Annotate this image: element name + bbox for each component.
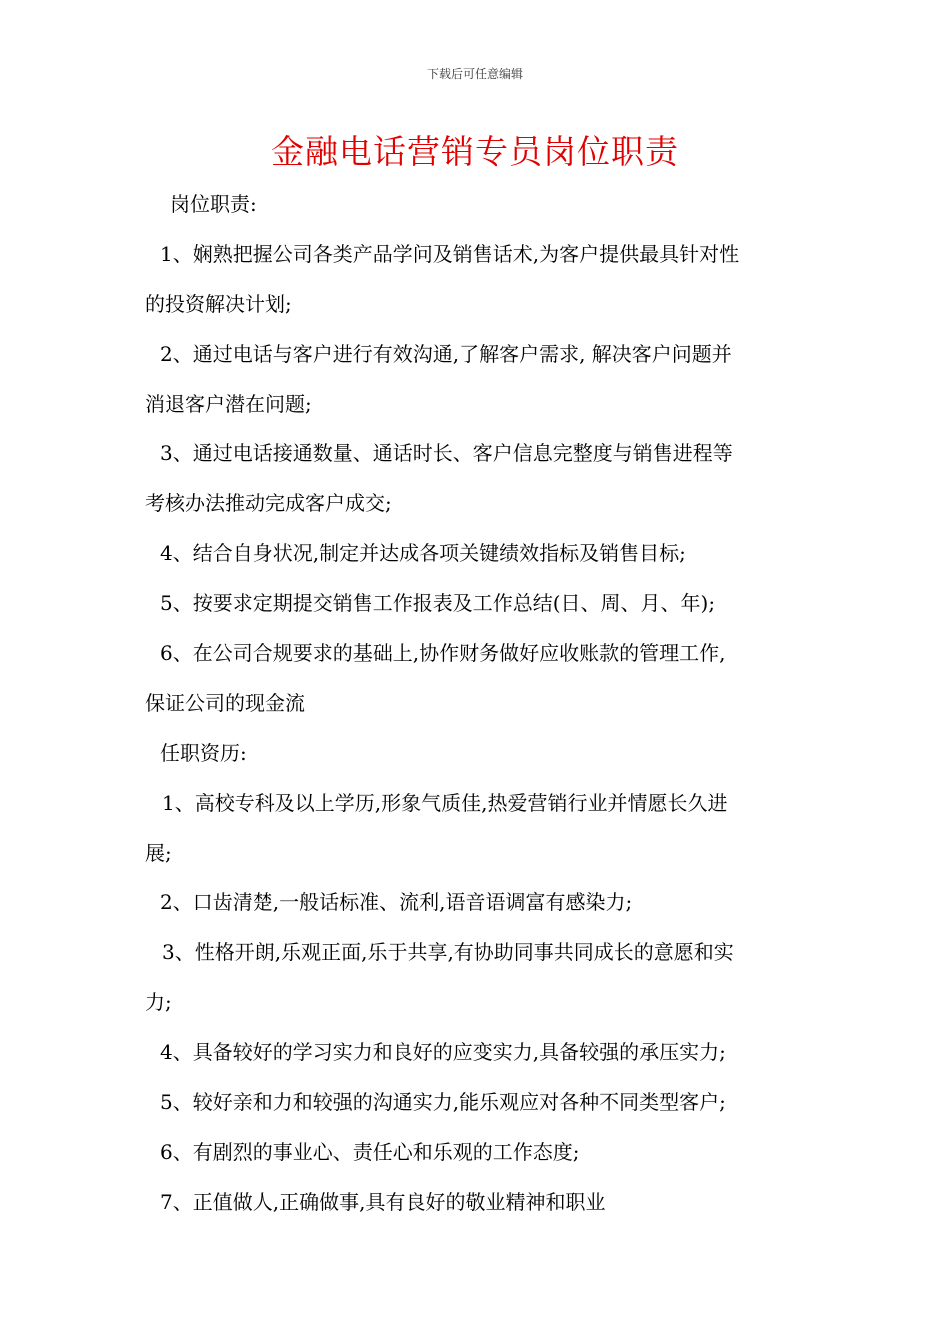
duties-heading: 岗位职责: <box>170 192 257 216</box>
duty-2-line-1: 2、通过电话与客户进行有效沟通,了解客户需求, 解决客户问题并 <box>160 341 732 366</box>
duty-6-line-2: 保证公司的现金流 <box>145 690 305 715</box>
duty-6-line-1: 6、在公司合规要求的基础上,协作财务做好应收账款的管理工作, <box>160 641 726 666</box>
qual-4: 4、具备较好的学习实力和良好的应变实力,具备较强的承压实力; <box>160 1040 726 1065</box>
header-note: 下载后可任意编辑 <box>426 67 523 81</box>
document-title: 金融电话营销专员岗位职责 <box>271 132 679 171</box>
qual-1-line-2: 展; <box>145 840 172 865</box>
qual-1-line-1: 1、高校专科及以上学历,形象气质佳,热爱营销行业并情愿长久进 <box>162 790 728 815</box>
duty-5: 5、按要求定期提交销售工作报表及工作总结(日、周、月、年); <box>160 591 716 616</box>
qual-3-line-2: 力; <box>145 990 172 1015</box>
qual-2: 2、口齿清楚,一般话标准、流利,语音语调富有感染力; <box>160 890 633 915</box>
qualifications-heading: 任职资历: <box>160 740 247 765</box>
qual-6: 6、有剧烈的事业心、责任心和乐观的工作态度; <box>160 1139 580 1164</box>
duty-1-line-2: 的投资解决计划; <box>145 291 292 316</box>
duty-3-line-2: 考核办法推动完成客户成交; <box>145 491 392 516</box>
qual-5: 5、较好亲和力和较强的沟通实力,能乐观应对各种不同类型客户; <box>160 1090 726 1115</box>
duty-1-line-1: 1、娴熟把握公司各类产品学问及销售话术,为客户提供最具针对性 <box>160 241 740 266</box>
duty-3-line-1: 3、通过电话接通数量、通话时长、客户信息完整度与销售进程等 <box>160 441 733 466</box>
qual-3-line-1: 3、性格开朗,乐观正面,乐于共享,有协助同事共同成长的意愿和实 <box>162 940 734 965</box>
duty-4: 4、结合自身状况,制定并达成各项关键绩效指标及销售目标; <box>160 541 686 566</box>
duty-2-line-2: 消退客户潜在问题; <box>145 391 312 416</box>
qual-7: 7、正值做人,正确做事,具有良好的敬业精神和职业 <box>160 1189 606 1214</box>
document-body <box>145 180 810 1228</box>
